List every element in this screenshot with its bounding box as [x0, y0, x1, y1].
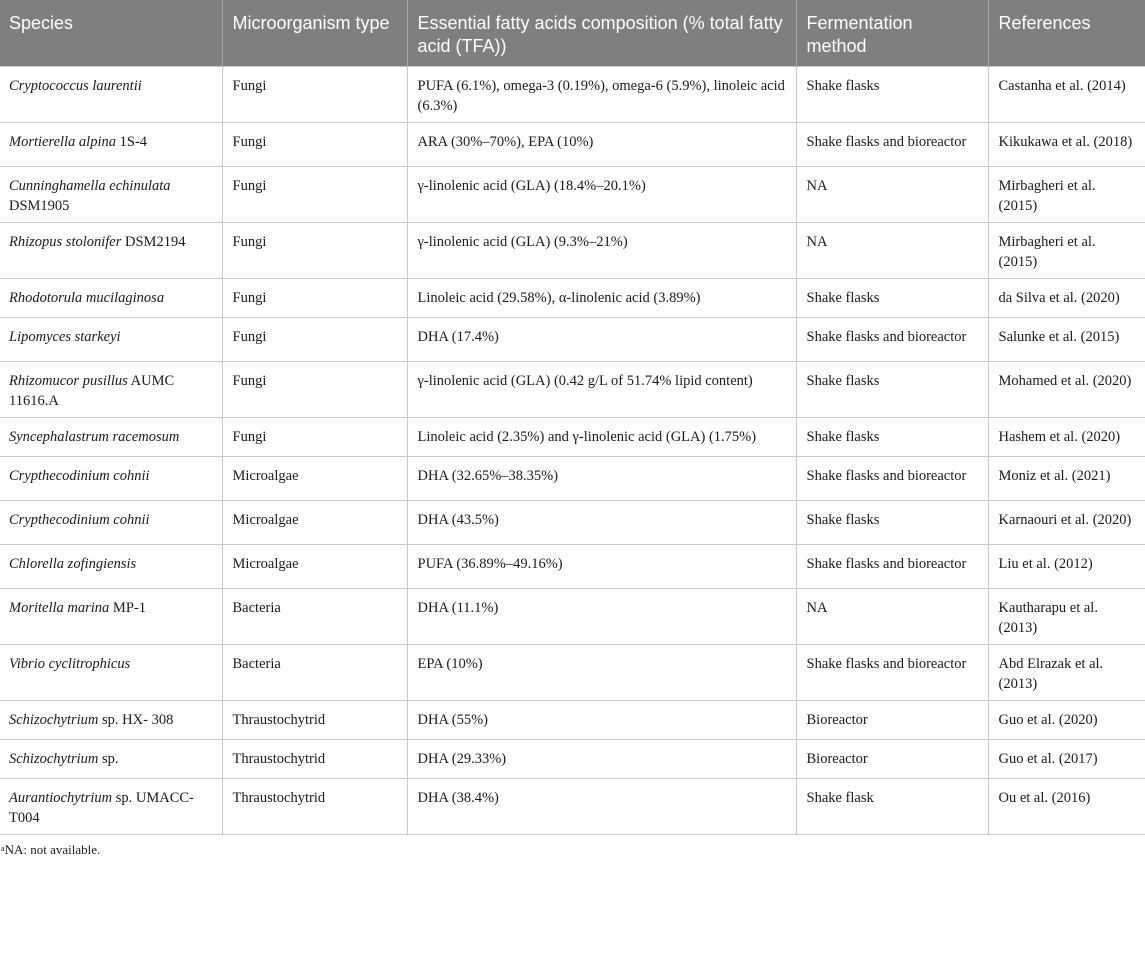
- species-name: Moritella marina: [9, 600, 110, 616]
- cell-reference: Kautharapu et al. (2013): [988, 589, 1145, 645]
- table-body: [0, 67, 1145, 835]
- cell-fermentation-method: NA: [796, 223, 988, 279]
- cell-fermentation-method: Shake flasks: [796, 279, 988, 318]
- cell-fermentation-method: Shake flasks: [796, 362, 988, 418]
- cell-reference: Abd Elrazak et al. (2013): [988, 645, 1145, 701]
- table-row: [0, 701, 1145, 740]
- cell-microorganism-type: Bacteria: [222, 645, 407, 701]
- cell-microorganism-type: Bacteria: [222, 589, 407, 645]
- cell-composition: γ-linolenic acid (GLA) (18.4%–20.1%): [407, 167, 796, 223]
- cell-microorganism-type: Microalgae: [222, 545, 407, 589]
- species-strain: sp.: [98, 751, 119, 767]
- cell-microorganism-type: Microalgae: [222, 457, 407, 501]
- cell-fermentation-method: Shake flasks: [796, 501, 988, 545]
- cell-microorganism-type: Fungi: [222, 279, 407, 318]
- cell-composition: DHA (55%): [407, 701, 796, 740]
- cell-composition: DHA (11.1%): [407, 589, 796, 645]
- cell-microorganism-type: Thraustochytrid: [222, 701, 407, 740]
- table-row: [0, 318, 1145, 362]
- species-name: Vibrio cyclitrophicus: [9, 656, 131, 672]
- cell-species: [0, 123, 222, 167]
- species-strain: DSM2194: [121, 234, 186, 250]
- cell-species: [0, 740, 222, 779]
- header-row: [0, 0, 1145, 67]
- table-row: [0, 501, 1145, 545]
- cell-reference: Ou et al. (2016): [988, 779, 1145, 835]
- cell-species: [0, 501, 222, 545]
- cell-composition: ARA (30%–70%), EPA (10%): [407, 123, 796, 167]
- cell-species: [0, 418, 222, 457]
- species-name: Schizochytrium: [9, 751, 99, 767]
- cell-reference: Mohamed et al. (2020): [988, 362, 1145, 418]
- table-row: [0, 418, 1145, 457]
- species-name: Aurantiochytrium: [9, 790, 113, 806]
- cell-fermentation-method: Shake flasks and bioreactor: [796, 457, 988, 501]
- cell-microorganism-type: Fungi: [222, 123, 407, 167]
- table-row: [0, 589, 1145, 645]
- table-footnote: [0, 835, 1145, 858]
- cell-reference: Karnaouri et al. (2020): [988, 501, 1145, 545]
- cell-composition: Linoleic acid (29.58%), α-linolenic acid (3.89%): [407, 279, 796, 318]
- cell-composition: DHA (32.65%–38.35%): [407, 457, 796, 501]
- cell-species: [0, 545, 222, 589]
- species-strain: MP-1: [109, 600, 146, 616]
- header-fermentation-method: Fermentation method: [796, 0, 988, 67]
- table-row: [0, 362, 1145, 418]
- table-row: [0, 645, 1145, 701]
- cell-microorganism-type: Microalgae: [222, 501, 407, 545]
- species-name: Schizochytrium: [9, 712, 99, 728]
- cell-reference: Moniz et al. (2021): [988, 457, 1145, 501]
- cell-reference: Mirbagheri et al. (2015): [988, 223, 1145, 279]
- table-row: [0, 67, 1145, 123]
- cell-fermentation-method: Shake flasks and bioreactor: [796, 123, 988, 167]
- header-composition: Essential fatty acids composition (% total fatty acid (TFA)): [407, 0, 796, 67]
- cell-fermentation-method: Shake flasks and bioreactor: [796, 318, 988, 362]
- cell-species: [0, 779, 222, 835]
- species-name: Rhodotorula mucilaginosa: [9, 290, 165, 306]
- species-name: Cunninghamella echinulata: [9, 178, 171, 194]
- species-strain: sp. UMACC-T004: [9, 790, 194, 826]
- table-row: [0, 545, 1145, 589]
- table-row: [0, 123, 1145, 167]
- cell-composition: DHA (43.5%): [407, 501, 796, 545]
- table-row: [0, 779, 1145, 835]
- species-strain: AUMC 11616.A: [9, 373, 175, 409]
- cell-composition: PUFA (6.1%), omega-3 (0.19%), omega-6 (5.9%), linoleic acid (6.3%): [407, 67, 796, 123]
- species-name: Rhizopus stolonifer: [9, 234, 122, 250]
- cell-composition: γ-linolenic acid (GLA) (0.42 g/L of 51.74% lipid content): [407, 362, 796, 418]
- cell-fermentation-method: Shake flasks and bioreactor: [796, 645, 988, 701]
- cell-fermentation-method: Bioreactor: [796, 740, 988, 779]
- table-row: [0, 740, 1145, 779]
- cell-composition: DHA (17.4%): [407, 318, 796, 362]
- cell-microorganism-type: Fungi: [222, 418, 407, 457]
- species-strain: sp. HX- 308: [98, 712, 174, 728]
- header-references: References: [988, 0, 1145, 67]
- cell-species: [0, 67, 222, 123]
- cell-reference: da Silva et al. (2020): [988, 279, 1145, 318]
- cell-fermentation-method: Shake flasks: [796, 67, 988, 123]
- cell-species: [0, 279, 222, 318]
- cell-reference: Castanha et al. (2014): [988, 67, 1145, 123]
- cell-microorganism-type: Fungi: [222, 67, 407, 123]
- table-row: [0, 223, 1145, 279]
- cell-composition: Linoleic acid (2.35%) and γ-linolenic acid (GLA) (1.75%): [407, 418, 796, 457]
- table-row: [0, 279, 1145, 318]
- footnote-text: NA: not available.: [4, 842, 101, 857]
- cell-reference: Liu et al. (2012): [988, 545, 1145, 589]
- cell-reference: Hashem et al. (2020): [988, 418, 1145, 457]
- cell-microorganism-type: Thraustochytrid: [222, 740, 407, 779]
- cell-reference: Kikukawa et al. (2018): [988, 123, 1145, 167]
- species-name: Mortierella alpina: [9, 134, 116, 150]
- species-strain: DSM1905: [9, 198, 70, 214]
- cell-composition: γ-linolenic acid (GLA) (9.3%–21%): [407, 223, 796, 279]
- cell-fermentation-method: NA: [796, 589, 988, 645]
- cell-fermentation-method: Shake flask: [796, 779, 988, 835]
- cell-composition: DHA (38.4%): [407, 779, 796, 835]
- cell-species: [0, 645, 222, 701]
- header-species: Species: [0, 0, 222, 67]
- cell-fermentation-method: NA: [796, 167, 988, 223]
- table-row: [0, 457, 1145, 501]
- cell-microorganism-type: Fungi: [222, 223, 407, 279]
- species-name: Lipomyces starkeyi: [9, 329, 121, 345]
- cell-reference: Guo et al. (2020): [988, 701, 1145, 740]
- cell-microorganism-type: Thraustochytrid: [222, 779, 407, 835]
- cell-microorganism-type: Fungi: [222, 167, 407, 223]
- species-name: Crypthecodinium cohnii: [9, 468, 150, 484]
- cell-reference: Salunke et al. (2015): [988, 318, 1145, 362]
- cell-species: [0, 589, 222, 645]
- cell-species: [0, 167, 222, 223]
- cell-fermentation-method: Shake flasks: [796, 418, 988, 457]
- species-name: Cryptococcus laurentii: [9, 78, 142, 94]
- cell-reference: Mirbagheri et al. (2015): [988, 167, 1145, 223]
- cell-composition: EPA (10%): [407, 645, 796, 701]
- cell-reference: Guo et al. (2017): [988, 740, 1145, 779]
- cell-fermentation-method: Shake flasks and bioreactor: [796, 545, 988, 589]
- table-header: [0, 0, 1145, 67]
- cell-composition: DHA (29.33%): [407, 740, 796, 779]
- cell-species: [0, 457, 222, 501]
- cell-composition: PUFA (36.89%–49.16%): [407, 545, 796, 589]
- cell-microorganism-type: Fungi: [222, 362, 407, 418]
- cell-microorganism-type: Fungi: [222, 318, 407, 362]
- table-row: [0, 167, 1145, 223]
- cell-species: [0, 318, 222, 362]
- cell-species: [0, 223, 222, 279]
- species-name: Syncephalastrum racemosum: [9, 429, 180, 445]
- cell-species: [0, 362, 222, 418]
- species-strain: 1S-4: [116, 134, 148, 150]
- species-name: Chlorella zofingiensis: [9, 556, 137, 572]
- header-microorganism-type: Microorganism type: [222, 0, 407, 67]
- species-name: Rhizomucor pusillus: [9, 373, 128, 389]
- cell-species: [0, 701, 222, 740]
- cell-fermentation-method: Bioreactor: [796, 701, 988, 740]
- species-name: Crypthecodinium cohnii: [9, 512, 150, 528]
- footnote-marker: a: [1, 844, 5, 853]
